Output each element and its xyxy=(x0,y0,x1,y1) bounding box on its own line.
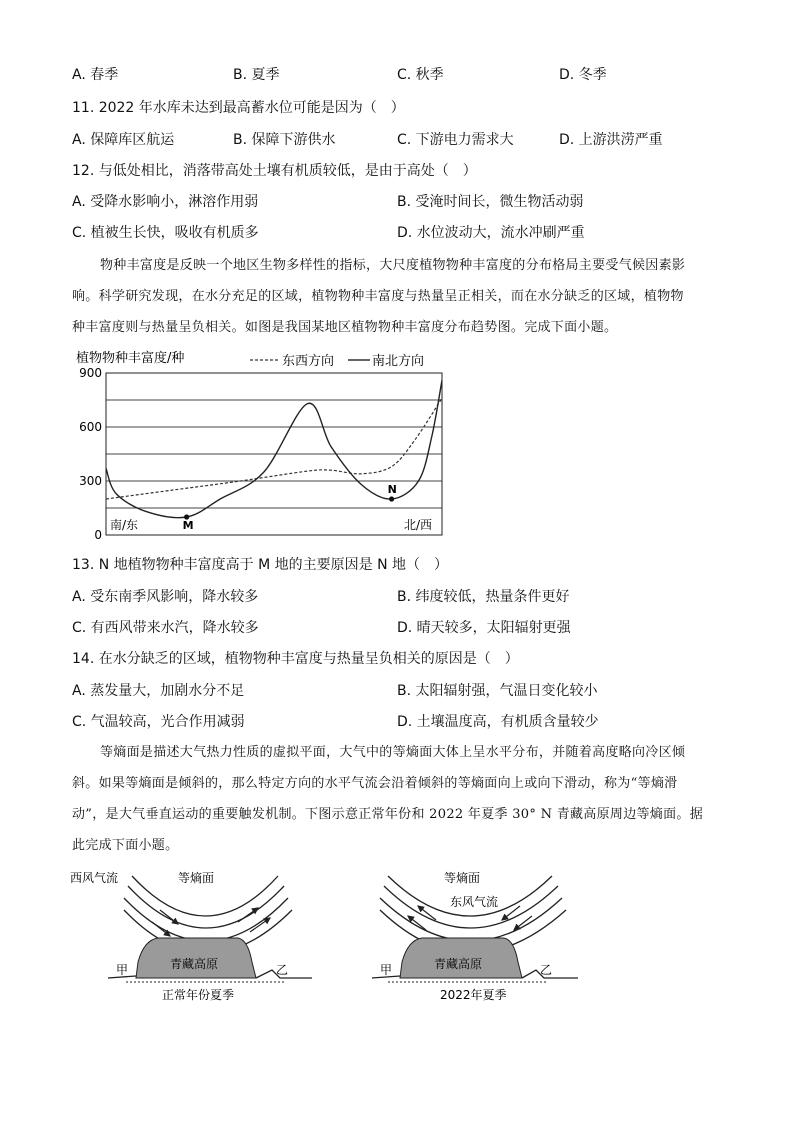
q14-option-c: C. 气温较高，光合作用减弱 xyxy=(72,714,245,730)
q12-option-c: C. 植被生长快，吸收有机质多 xyxy=(72,225,259,241)
q10-option-a: A. 春季 xyxy=(72,67,119,83)
q11-option-d: D. 上游洪涝严重 xyxy=(559,132,663,148)
passage-isentropic xyxy=(72,737,722,861)
passage2-line-1: 等熵面是描述大气热力性质的虚拟平面，大气中的等熵面大体上呈水平分布，并随着高度略向冷区倾 xyxy=(100,745,686,760)
q14-option-d: D. 土壤温度高，有机质含量较少 xyxy=(397,714,599,730)
right-wind-label: 东风气流 xyxy=(450,895,499,909)
right-arrow-down-1 xyxy=(502,906,520,920)
left-arrow-up-2 xyxy=(250,918,270,932)
y-tick-label: 600 xyxy=(79,420,102,434)
legend-ns: 南北方向 xyxy=(372,354,425,369)
annotation-label-n: N xyxy=(387,483,397,496)
passage2-line-4: 此完成下面小题。 xyxy=(72,838,179,853)
left-plateau-label: 青藏高原 xyxy=(170,957,219,971)
left-surface-label: 等熵面 xyxy=(178,871,215,885)
q12-option-d: D. 水位波动大，流水冲刷严重 xyxy=(397,225,585,241)
y-tick-label: 900 xyxy=(79,366,102,380)
q11-stem: 11. 2022 年水库未达到最高蓄水位可能是因为（ ） xyxy=(72,100,405,116)
q14-stem: 14. 在水分缺乏的区域，植物物种丰富度与热量呈负相关的原因是（ ） xyxy=(72,651,519,667)
q14-option-a: A. 蒸发量大，加剧水分不足 xyxy=(72,683,245,699)
right-surface-label: 等熵面 xyxy=(444,871,481,885)
diagram-2022-summer xyxy=(352,866,594,1008)
passage1-line-1: 物种丰富度是反映一个地区生物多样性的指标，大尺度植物物种丰富度的分布格局主要受气候因素影 xyxy=(100,258,686,273)
right-east-label: 乙 xyxy=(540,963,553,977)
chart-y-ticks xyxy=(79,366,102,542)
chart-ylabel: 植物物种丰富度/种 xyxy=(76,351,185,366)
q13-option-c: C. 有西风带来水汽，降水较多 xyxy=(72,620,259,636)
q11-option-b: B. 保障下游供水 xyxy=(233,132,336,148)
y-tick-label: 300 xyxy=(79,474,102,488)
left-arrow-down-2 xyxy=(152,922,170,936)
x-start-label: 南/东 xyxy=(110,518,139,532)
q13-option-a: A. 受东南季风影响，降水较多 xyxy=(72,589,259,605)
q10-option-d: D. 冬季 xyxy=(559,67,607,83)
q12-option-a: A. 受降水影响小，淋溶作用弱 xyxy=(72,194,259,210)
diagram-normal-year xyxy=(66,866,324,1008)
q13-option-d: D. 晴天较多，太阳辐射更强 xyxy=(397,620,571,636)
q10-option-b: B. 夏季 xyxy=(233,67,280,83)
q11-option-a: A. 保障库区航运 xyxy=(72,132,175,148)
q12-stem: 12. 与低处相比，消落带高处土壤有机质较低，是由于高处（ ） xyxy=(72,163,477,179)
annotation-point-n xyxy=(389,496,394,501)
passage-species-richness xyxy=(72,250,722,343)
passage2-line-2: 斜。如果等熵面是倾斜的，那么特定方向的水平气流会沿着倾斜的等熵面向上或向下滑动，称为“等熵滑 xyxy=(72,776,678,791)
q13-stem: 13. N 地植物物种丰富度高于 M 地的主要原因是 N 地（ ） xyxy=(72,557,448,573)
legend-ew: 东西方向 xyxy=(282,354,335,369)
q14-option-b: B. 太阳辐射强，气温日变化较小 xyxy=(397,683,598,699)
annotation-label-m: M xyxy=(182,519,194,532)
passage2-line-3: 动”，是大气垂直运动的重要触发机制。下图示意正常年份和 2022 年夏季 30° N 青藏高原周边等熵面。据 xyxy=(72,807,704,822)
right-plateau-label: 青藏高原 xyxy=(434,957,483,971)
left-arrow-down-1 xyxy=(160,910,178,924)
right-west-label: 甲 xyxy=(380,963,393,977)
y-tick-label: 0 xyxy=(94,528,102,542)
right-caption: 2022年夏季 xyxy=(440,988,507,1002)
passage1-line-3: 种丰富度则与热量呈负相关。如图是我国某地区植物物种丰富度分布趋势图。完成下面小题。 xyxy=(72,320,618,335)
q12-option-b: B. 受淹时间长，微生物活动弱 xyxy=(397,194,584,210)
left-west-label: 甲 xyxy=(116,963,129,977)
x-end-label: 北/西 xyxy=(404,518,433,532)
left-east-label: 乙 xyxy=(276,963,289,977)
q13-option-b: B. 纬度较低，热量条件更好 xyxy=(397,589,570,605)
species-richness-chart xyxy=(68,346,448,542)
left-wind-label: 西风气流 xyxy=(70,871,119,885)
q11-option-c: C. 下游电力需求大 xyxy=(397,132,514,148)
passage1-line-2: 响。科学研究发现，在水分充足的区域，植物物种丰富度与热量呈正相关，而在水分缺乏的区域，植物物 xyxy=(72,289,684,304)
q10-option-c: C. 秋季 xyxy=(397,67,444,83)
chart-annotations xyxy=(183,483,397,532)
left-arrow-up-1 xyxy=(238,908,258,922)
left-caption: 正常年份夏季 xyxy=(162,988,235,1002)
